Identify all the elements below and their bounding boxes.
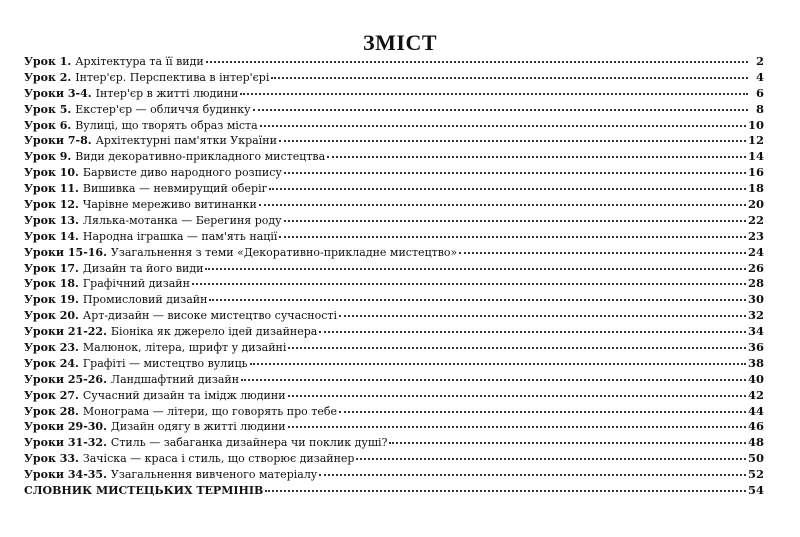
entry-label: Урок 27. (24, 388, 79, 402)
entry-title: Біоніка як джерело ідей дизайнера (110, 325, 318, 339)
toc-entry[interactable] (24, 197, 764, 213)
dot-leader (459, 252, 746, 254)
entry-label: Уроки 34-35. (24, 468, 107, 482)
entry-title: Стиль — забаганка дизайнера чи поклик душі? (110, 436, 388, 450)
entry-title: Сучасний дизайн та імідж людини (82, 388, 286, 402)
entry-page-number: 44 (747, 403, 764, 418)
entry-label: Урок 13. (24, 213, 79, 227)
entry-page-number: 38 (747, 355, 764, 370)
dot-leader (240, 93, 748, 95)
dot-leader (250, 363, 746, 365)
entry-label: Уроки 15-16. (24, 245, 107, 259)
dot-leader (260, 125, 746, 127)
toc-entry[interactable] (24, 324, 764, 340)
entry-page-number: 14 (747, 149, 764, 164)
toc-entry[interactable] (24, 213, 764, 229)
toc-entry[interactable] (24, 356, 764, 372)
dot-leader (279, 140, 746, 142)
dot-leader (389, 442, 746, 444)
entry-label: Урок 24. (24, 356, 79, 370)
dot-leader (269, 188, 746, 190)
entry-page-number: 34 (747, 324, 764, 339)
entry-title: Промисловий дизайн (82, 293, 208, 307)
entry-page-number: 4 (755, 69, 764, 84)
entry-page-number: 48 (747, 435, 764, 450)
entry-label: Урок 23. (24, 341, 79, 355)
entry-label: Уроки 31-32. (24, 436, 107, 450)
entry-page-number: 52 (747, 467, 764, 482)
entry-label: Уроки 21-22. (24, 325, 107, 339)
entry-label: Урок 33. (24, 452, 79, 466)
entry-label: Урок 10. (24, 166, 79, 180)
entry-page-number: 26 (747, 260, 764, 275)
dot-leader (288, 395, 746, 397)
dot-leader (288, 347, 746, 349)
entry-page-number: 6 (755, 85, 764, 100)
page-title: ЗМІСТ (363, 30, 437, 55)
toc-entry[interactable] (24, 165, 764, 181)
entry-label: Уроки 3-4. (24, 86, 92, 100)
entry-title: Вулиці, що творять образ міста (75, 118, 258, 132)
dot-leader (279, 236, 746, 238)
entry-title: Архітектура та її види (75, 55, 204, 68)
entry-page-number: 50 (747, 451, 764, 466)
entry-title: Монограма — літери, що говорять про тебе (82, 404, 337, 418)
entry-title: Ландшафтний дизайн (110, 372, 240, 386)
dot-leader (319, 331, 746, 333)
entry-page-number: 46 (747, 419, 764, 434)
dot-leader (356, 458, 746, 460)
dot-leader (284, 172, 746, 174)
entry-page-number: 28 (747, 276, 764, 291)
entry-page-number: 16 (747, 165, 764, 180)
dot-leader (205, 268, 746, 270)
entry-label: Уроки 25-26. (24, 372, 107, 386)
toc-entry[interactable] (24, 483, 764, 499)
entry-title: Графіті — мистецтво вулиць (82, 356, 248, 370)
toc-entry[interactable] (24, 133, 764, 149)
entry-label: Урок 6. (24, 118, 72, 132)
toc-entry[interactable] (24, 292, 764, 308)
entry-label: Урок 20. (24, 309, 79, 323)
dot-leader (192, 283, 746, 285)
entry-title: Народна іграшка — пам'ять нації (82, 229, 278, 243)
entry-title: Вишивка — невмирущий оберіг (82, 182, 268, 196)
entry-page-number: 40 (747, 371, 764, 386)
toc-entry[interactable] (24, 340, 764, 356)
dot-leader (253, 109, 748, 111)
entry-label: Урок 18. (24, 277, 79, 291)
entry-label: Урок 1. (24, 55, 72, 68)
toc-entry[interactable] (24, 229, 764, 245)
entry-page-number: 18 (747, 181, 764, 196)
entry-page-number: 32 (747, 308, 764, 323)
toc-entry[interactable] (24, 245, 764, 261)
dot-leader (241, 379, 746, 381)
dot-leader (259, 204, 746, 206)
entry-title: Малюнок, літера, шрифт у дизайні (82, 341, 287, 355)
entry-page-number: 12 (747, 133, 764, 148)
entry-title: Барвисте диво народного розпису (82, 166, 282, 180)
entry-page-number: 23 (747, 228, 764, 243)
entry-title: Дизайн та його види (82, 261, 204, 275)
entry-label: Уроки 7-8. (24, 134, 92, 148)
toc-entry[interactable] (24, 404, 764, 420)
entry-page-number: 24 (747, 244, 764, 259)
toc-entry[interactable] (24, 261, 764, 277)
dot-leader (284, 220, 746, 222)
entry-page-number: 42 (747, 387, 764, 402)
entry-title: Інтер'єр. Перспектива в інтер'єрі (75, 70, 270, 84)
entry-title: Інтер'єр в житті людини (95, 86, 239, 100)
entry-page-number: 36 (747, 340, 764, 355)
entry-page-number: 2 (755, 54, 764, 68)
entry-page-number: 10 (747, 117, 764, 132)
table-of-contents (24, 54, 764, 499)
entry-label: Урок 14. (24, 229, 79, 243)
entry-title: Арт-дизайн — високе мистецтво сучасності (82, 309, 338, 323)
toc-entry[interactable] (24, 276, 764, 292)
dot-leader (339, 411, 746, 413)
entry-title: Види декоративно-прикладного мистецтва (75, 150, 326, 164)
entry-title: Графічний дизайн (82, 277, 190, 291)
toc-entry[interactable] (24, 86, 764, 102)
toc-entry[interactable] (24, 419, 764, 435)
entry-page-number: 30 (747, 292, 764, 307)
entry-label: Урок 17. (24, 261, 79, 275)
entry-page-number: 54 (747, 483, 764, 498)
toc-entry[interactable] (24, 102, 764, 118)
entry-title: СЛОВНИК МИСТЕЦЬКИХ ТЕРМІНІВ (24, 484, 264, 498)
entry-label: Урок 9. (24, 150, 72, 164)
dot-leader (319, 474, 746, 476)
entry-label: Урок 11. (24, 182, 79, 196)
entry-title: Узагальнення вивченого матеріалу (110, 468, 318, 482)
dot-leader (265, 490, 746, 492)
entry-title: Архітектурні пам'ятки України (95, 134, 277, 148)
toc-entry[interactable] (24, 149, 764, 165)
entry-label: Урок 5. (24, 102, 72, 116)
toc-entry[interactable] (24, 54, 764, 70)
entry-title: Екстер'єр — обличчя будинку (75, 102, 251, 116)
dot-leader (271, 77, 748, 79)
toc-entry[interactable] (24, 467, 764, 483)
entry-label: Урок 2. (24, 70, 72, 84)
toc-entry[interactable] (24, 118, 764, 134)
entry-title: Зачіска — краса і стиль, що створює дизайнер (82, 452, 355, 466)
dot-leader (209, 299, 746, 301)
entry-label: Урок 19. (24, 293, 79, 307)
dot-leader (339, 315, 746, 317)
entry-title: Узагальнення з теми «Декоративно-прикладне мистецтво» (110, 245, 458, 259)
entry-label: Урок 28. (24, 404, 79, 418)
entry-title: Дизайн одягу в житті людини (110, 420, 286, 434)
entry-label: Уроки 29-30. (24, 420, 107, 434)
dot-leader (206, 61, 748, 63)
toc-entry[interactable] (24, 70, 764, 86)
dot-leader (327, 156, 746, 158)
entry-page-number: 8 (755, 101, 764, 116)
toc-entry[interactable] (24, 388, 764, 404)
entry-title: Чарівне мереживо витинанки (82, 198, 257, 212)
entry-page-number: 20 (747, 197, 764, 212)
dot-leader (288, 426, 746, 428)
toc-entry[interactable] (24, 308, 764, 324)
toc-entry[interactable] (24, 372, 764, 388)
toc-entry[interactable] (24, 435, 764, 451)
entry-label: Урок 12. (24, 198, 79, 212)
toc-entry[interactable] (24, 451, 764, 467)
entry-title: Лялька-мотанка — Берегиня роду (82, 213, 282, 227)
entry-page-number: 22 (747, 212, 764, 227)
toc-entry[interactable] (24, 181, 764, 197)
